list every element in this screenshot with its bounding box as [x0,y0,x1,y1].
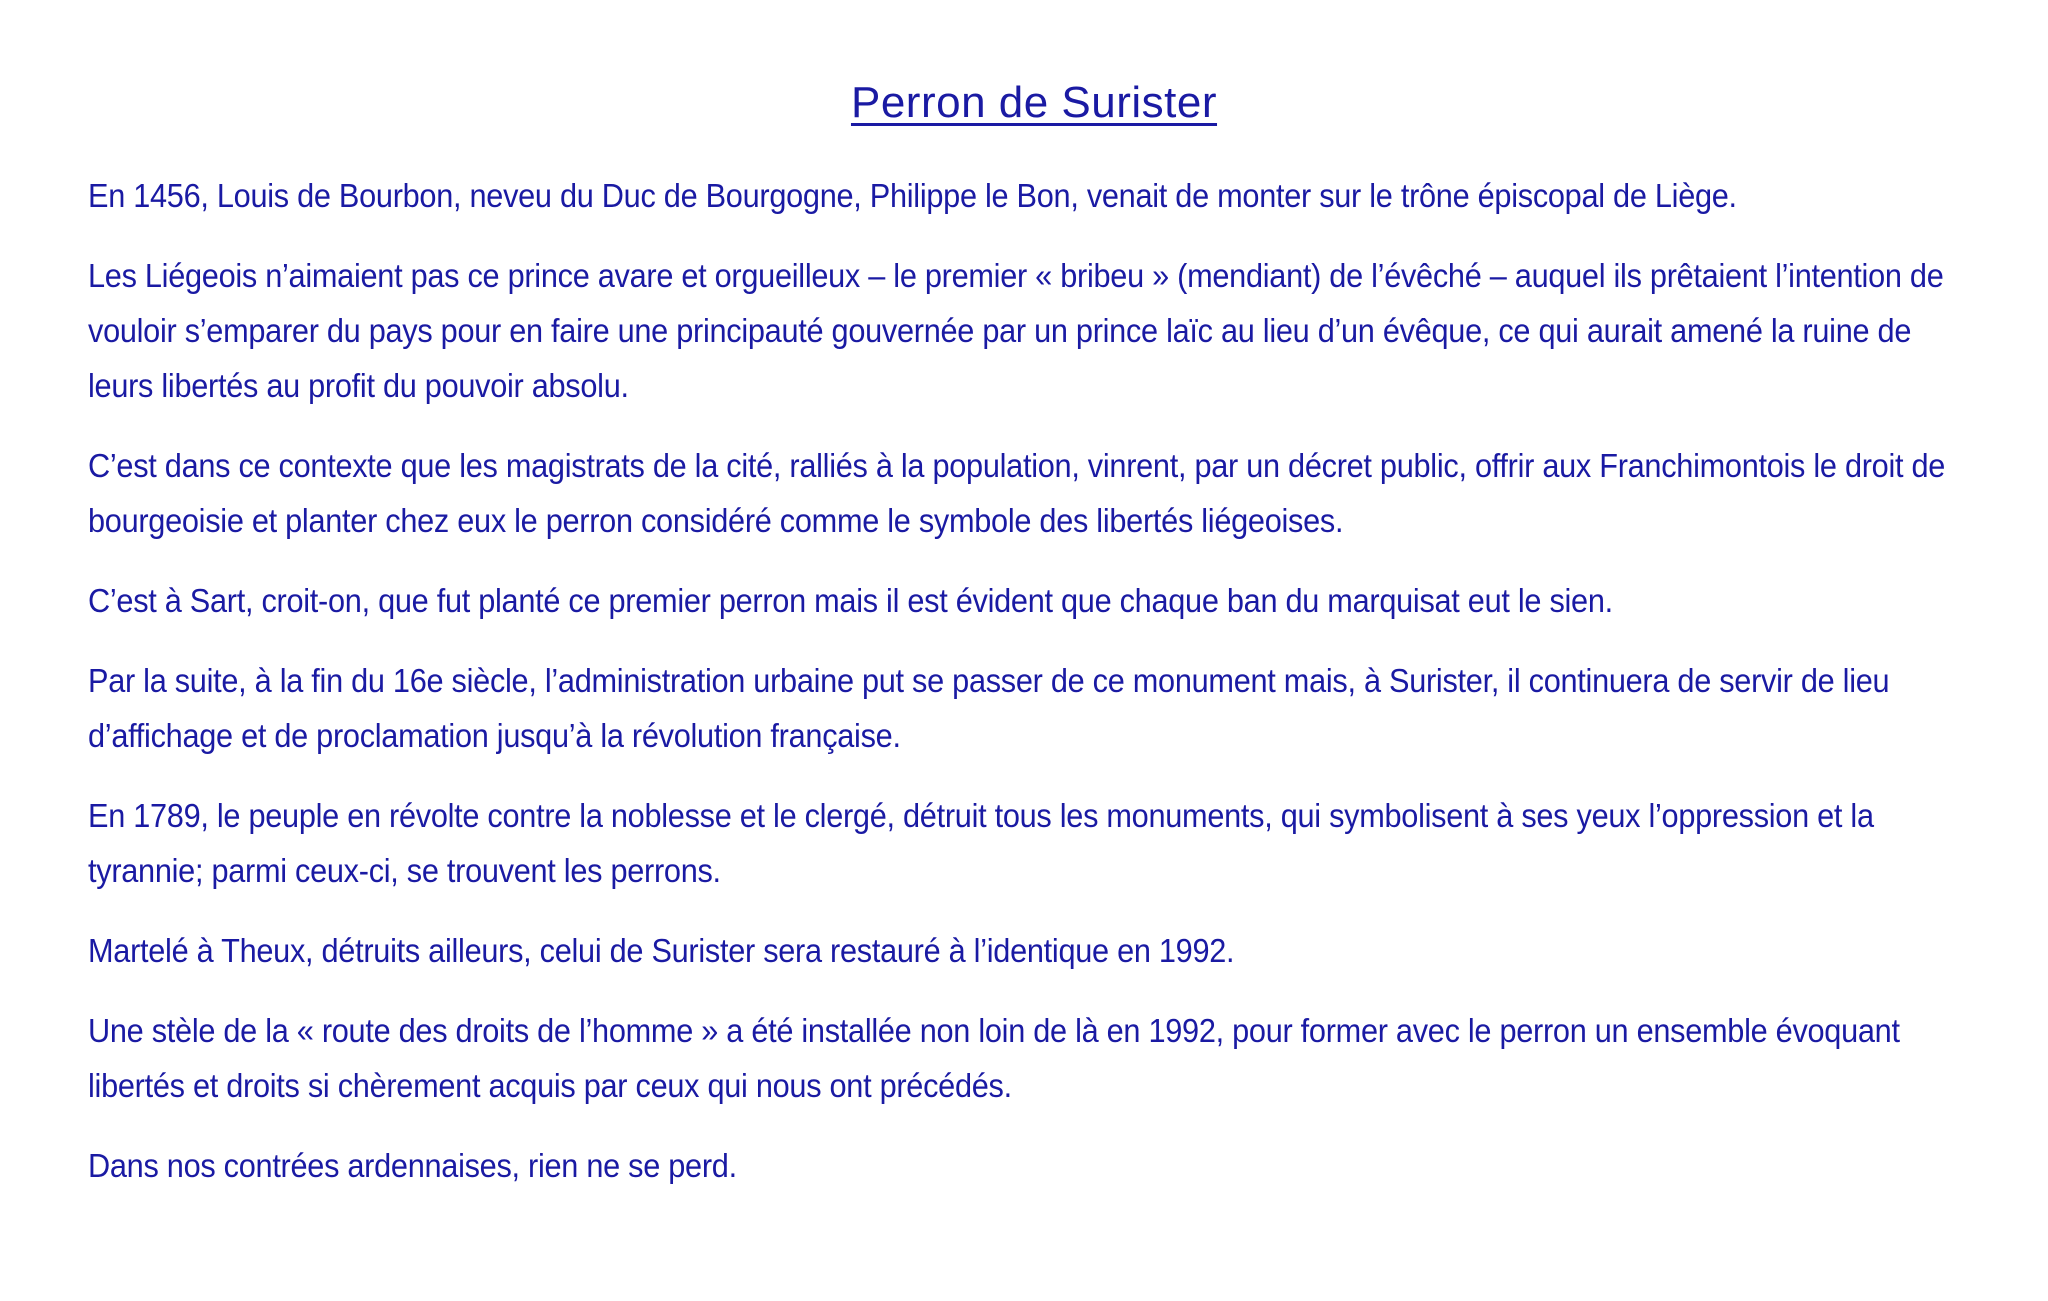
paragraph-8: Une stèle de la « route des droits de l’homme » a été installée non loin de là en 1992, pour former avec le perron un ensemble évoquant libertés et droits si chèrement acquis par ceux qui nous ont précédés. [88,1012,1900,1104]
paragraph-5: Par la suite, à la fin du 16e siècle, l’administration urbaine put se passer de ce monument mais, à Surister, il continuera de servir de lieu d’affichage et de proclamation jusqu’à la révolution française. [88,662,1890,754]
paragraph-6: En 1789, le peuple en révolte contre la noblesse et le clergé, détruit tous les monuments, qui symbolisent à ses yeux l’oppression et la tyrannie; parmi ceux-ci, se trouvent les perrons. [88,797,1874,889]
paragraph-2: Les Liégeois n’aimaient pas ce prince avare et orgueilleux – le premier « bribeu » (mendiant) de l’évêché – auquel ils prêtaient l’intention de vouloir s’emparer du pays pour en faire une principauté gouvernée par un prince laïc au lieu d’un évêque, ce qui aurait amené la ruine de leurs libertés au profit du pouvoir absolu. [88,257,1944,404]
paragraph-4: C’est à Sart, croit-on, que fut planté ce premier perron mais il est évident que chaque ban du marquisat eut le sien. [88,582,1613,619]
page-title: Perron de Surister [850,78,1218,127]
article [88,78,2008,1218]
paragraph-9: Dans nos contrées ardennaises, rien ne se perd. [88,1147,737,1184]
paragraph-3: C’est dans ce contexte que les magistrats de la cité, ralliés à la population, vinrent, par un décret public, offrir aux Franchimontois le droit de bourgeoisie et planter chez eux le perron considéré comme le symbole des libertés liégeoises. [88,447,1946,539]
paragraph-1: En 1456, Louis de Bourbon, neveu du Duc de Bourgogne, Philippe le Bon, venait de monter sur le trône épiscopal de Liège. [88,177,1737,214]
paragraph-7: Martelé à Theux, détruits ailleurs, celui de Surister sera restauré à l’identique en 1992. [88,932,1235,969]
